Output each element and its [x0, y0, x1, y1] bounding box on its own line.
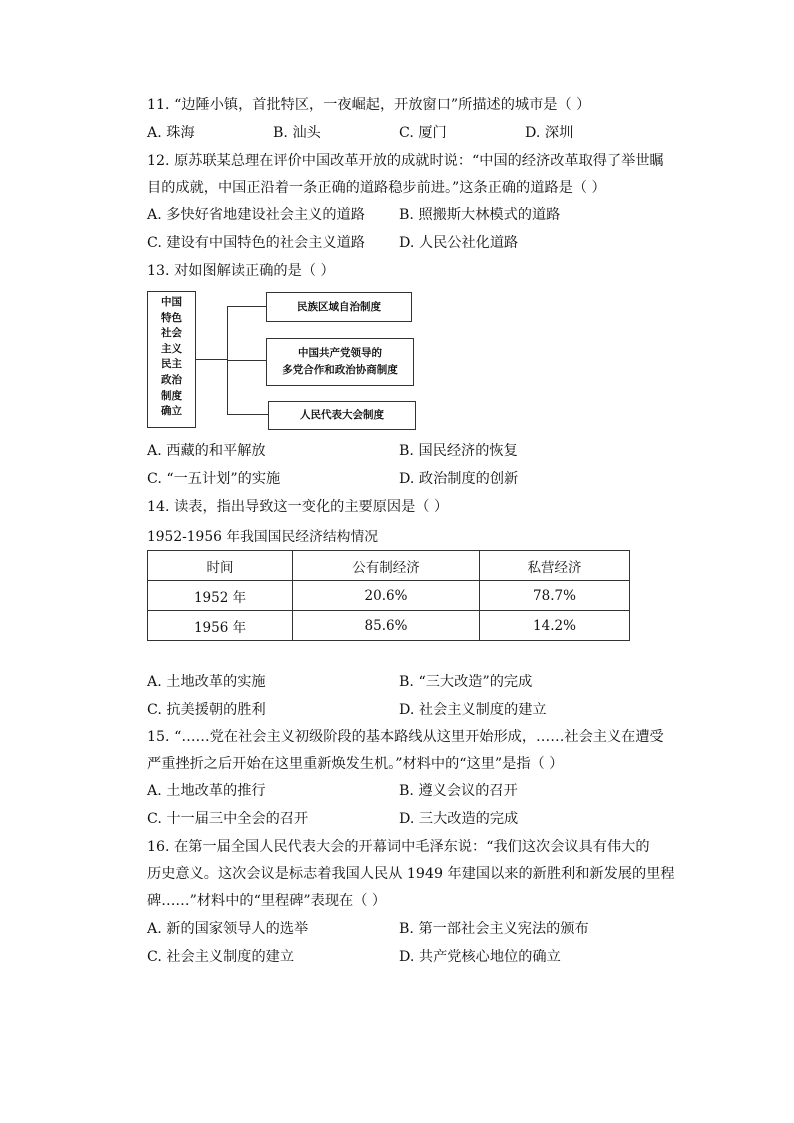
- diagram-connector-2: [227, 360, 267, 361]
- q11-option-b: B. 汕头: [273, 125, 321, 141]
- table-header-cell: 时间: [148, 551, 293, 581]
- q13-option-b: B. 国民经济的恢复: [399, 443, 518, 459]
- question-16-stem-line3: 碑……”材料中的“里程碑”表现在（ ）: [147, 893, 387, 909]
- table-header-row: [148, 551, 630, 581]
- diagram-box2-line1: 中国共产党领导的: [298, 347, 382, 359]
- table-cell: 1952 年: [148, 581, 293, 611]
- question-12-stem-line2: 目的成就，中国正沿着一条正确的道路稳步前进。”这条正确的道路是（ ）: [147, 180, 606, 196]
- q12-option-c: C. 建设有中国特色的社会主义道路: [147, 235, 365, 251]
- q12-option-d: D. 人民公社化道路: [399, 235, 519, 251]
- economy-structure-table: [147, 550, 630, 641]
- q14-option-c: C. 抗美援朝的胜利: [147, 702, 266, 718]
- table-cell: 1956 年: [148, 611, 293, 641]
- q13-option-a: A. 西藏的和平解放: [147, 443, 266, 459]
- q14-option-d: D. 社会主义制度的建立: [399, 702, 547, 718]
- table-header-cell: 公有制经济: [293, 551, 480, 581]
- table-cell: 78.7%: [479, 581, 629, 611]
- question-15-stem-line2: 严重挫折之后开始在这里重新焕发生机。”材料中的“这里”是指（ ）: [147, 756, 564, 772]
- diagram-left-text-line: 特色: [161, 311, 182, 324]
- q13-option-c: C. “一五计划”的实施: [147, 471, 281, 487]
- question-12-stem-line1: 12. 原苏联某总理在评价中国改革开放的成就时说：“中国的经济改革取得了举世瞩: [147, 153, 664, 169]
- diagram-box-multi-party: [266, 338, 414, 386]
- question-16-stem-line2: 历史意义。这次会议是标志着我国人民从 1949 年建国以来的新胜利和新发展的里程: [147, 866, 675, 882]
- diagram-left-text-line: 制度: [161, 389, 182, 402]
- diagram-box-ethnic-autonomy: 民族区域自治制度: [266, 292, 412, 322]
- question-14-stem: 14. 读表，指出导致这一变化的主要原因是（ ）: [147, 499, 449, 515]
- diagram-left-text-line: 社会: [161, 327, 182, 340]
- q12-option-a: A. 多快好省地建设社会主义的道路: [147, 207, 365, 223]
- q16-option-a: A. 新的国家领导人的选举: [147, 921, 309, 937]
- q13-option-d: D. 政治制度的创新: [399, 471, 519, 487]
- table-cell: 14.2%: [479, 611, 629, 641]
- q15-option-a: A. 土地改革的推行: [147, 783, 266, 799]
- q14-option-b: B. “三大改造”的完成: [399, 674, 533, 690]
- table-cell: 20.6%: [293, 581, 480, 611]
- q15-option-c: C. 十一届三中全会的召开: [147, 811, 309, 827]
- question-15-stem-line1: 15. “……党在社会主义初级阶段的基本路线从这里开始形成，……社会主义在遭受: [147, 729, 664, 745]
- table-header-cell: 私营经济: [479, 551, 629, 581]
- q15-option-d: D. 三大改造的完成: [399, 811, 519, 827]
- diagram-left-text-line: 主义: [161, 342, 182, 355]
- q12-option-b: B. 照搬斯大林模式的道路: [399, 207, 561, 223]
- diagram-left-box: [147, 291, 196, 428]
- diagram-left-text-line: 政治: [161, 373, 182, 386]
- q16-option-d: D. 共产党核心地位的确立: [399, 949, 561, 965]
- diagram-box-peoples-congress: 人民代表大会制度: [268, 401, 416, 430]
- table-row: [148, 611, 630, 641]
- q11-option-a: A. 珠海: [147, 125, 195, 141]
- diagram-left-text-line: 民主: [161, 358, 182, 371]
- diagram-connector-1: [227, 306, 267, 307]
- q16-option-c: C. 社会主义制度的建立: [147, 949, 295, 965]
- diagram-left-text-line: 确立: [161, 405, 182, 418]
- question-13-stem: 13. 对如图解读正确的是（ ）: [147, 263, 335, 279]
- q14-option-a: A. 土地改革的实施: [147, 674, 266, 690]
- q15-option-b: B. 遵义会议的召开: [399, 783, 518, 799]
- q11-option-c: C. 厦门: [399, 125, 447, 141]
- q11-option-d: D. 深圳: [525, 125, 574, 141]
- diagram-connector-main: [196, 359, 228, 360]
- diagram-left-text-line: 中国: [161, 296, 182, 308]
- question-16-stem-line1: 16. 在第一届全国人民代表大会的开幕词中毛泽东说：“我们这次会议具有伟大的: [147, 839, 650, 855]
- diagram-connector-3: [227, 414, 269, 415]
- question-11-stem: 11. “边陲小镇，首批特区，一夜崛起，开放窗口”所描述的城市是（ ）: [147, 97, 591, 113]
- table-row: [148, 581, 630, 611]
- table-caption: 1952-1956 年我国国民经济结构情况: [147, 529, 379, 545]
- diagram-box2-line2: 多党合作和政治协商制度: [282, 364, 398, 376]
- q16-option-b: B. 第一部社会主义宪法的颁布: [399, 921, 589, 937]
- table-cell: 85.6%: [293, 611, 480, 641]
